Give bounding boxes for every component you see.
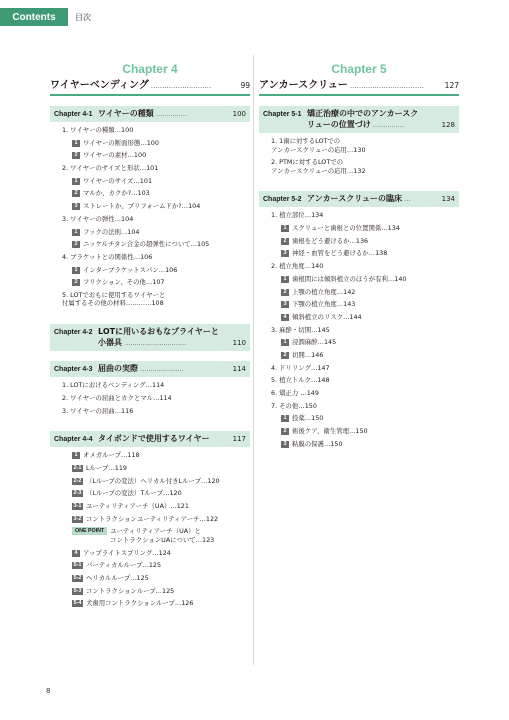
toc-item[interactable] (259, 249, 459, 258)
section-page: 128 (441, 121, 455, 129)
item-text-block (83, 228, 139, 237)
section-badge: Chapter 5-2 (263, 196, 302, 204)
column-divider (253, 55, 254, 665)
item-text: ニッケルチタン合金の超弾性について…105 (83, 240, 210, 249)
item-text: 神経・血管をどう避けるか…138 (292, 249, 388, 258)
item-number-badge: 1 (72, 267, 80, 274)
item-number-badge: 3 (281, 250, 289, 257)
item-text: （Lループの変法）Tループ…120 (85, 489, 182, 498)
item-text: ワイヤーの素材…100 (83, 151, 147, 160)
item-text: ユーティリティアーチ（UA）…121 (85, 501, 189, 510)
item-text: 切開…146 (292, 350, 324, 359)
leader-dots: … (404, 195, 411, 204)
section-title (307, 193, 455, 205)
item-text-block (86, 502, 189, 511)
toc-item[interactable] (259, 275, 459, 284)
item-number-badge: 4 (281, 314, 289, 321)
item-text-cont: 付属するその他の材料…………108 (62, 299, 164, 308)
item-number-badge: 2-2 (73, 477, 82, 484)
item-text: Lループ…119 (85, 463, 127, 472)
item-text: 1. 1歯に対するLOTでの (271, 137, 341, 145)
section-title-text: アンカースクリューの臨床 (307, 194, 403, 204)
item-number-badge: 3 (281, 441, 289, 448)
item-text-block (292, 300, 355, 309)
section-page: 117 (232, 435, 246, 444)
section-items (50, 122, 250, 314)
toc-item[interactable] (50, 394, 250, 403)
item-number-badge: 2 (281, 238, 289, 245)
item-text-block (83, 451, 140, 460)
toc-item[interactable] (50, 515, 250, 524)
item-text: 3. ワイヤーの屈曲…116 (62, 406, 134, 415)
section-title-text: タイボンドで使用するワイヤー (98, 434, 210, 444)
item-text-block (271, 389, 319, 398)
section-header[interactable] (50, 361, 250, 377)
item-text-block (86, 587, 174, 596)
item-text-block (83, 278, 164, 287)
item-text: ヘリカルループ…125 (85, 573, 149, 582)
section-title-text: 小器具 (98, 338, 122, 348)
section-title-text: LOTに用いるおもなプライヤーと (98, 327, 219, 337)
item-text: 7. その他…150 (271, 401, 317, 410)
toc-item[interactable] (50, 215, 250, 224)
leader-dots: …………………………… (349, 82, 424, 90)
toc-item[interactable] (259, 440, 459, 449)
section-items (50, 447, 250, 614)
item-number-badge: 2 (72, 152, 80, 159)
section-title-line (307, 108, 455, 119)
chapter-title-row (259, 76, 459, 96)
toc-item[interactable] (259, 351, 459, 360)
item-text-block (271, 364, 330, 373)
item-text-block (83, 240, 209, 249)
item-text: 1. 植立部位…134 (271, 211, 324, 220)
toc-item[interactable] (50, 278, 250, 287)
section-title-line (307, 119, 455, 131)
toc-item[interactable] (50, 477, 250, 486)
toc-item[interactable] (50, 151, 250, 160)
item-text: フックの法則…104 (83, 227, 140, 236)
toc-item[interactable] (50, 464, 250, 473)
item-text-block (271, 137, 366, 154)
item-text-block (62, 215, 133, 224)
section-title-text: リューの位置づけ (307, 120, 371, 129)
item-number-badge: 2 (281, 352, 289, 359)
one-point-badge: ONE POINT (72, 527, 107, 535)
item-number-badge: 4 (72, 550, 80, 557)
toc-item[interactable] (259, 237, 459, 246)
leader-dots: ………………… (140, 365, 184, 374)
item-text-block (62, 164, 158, 173)
toc-item[interactable] (50, 189, 250, 198)
item-text-block (62, 253, 152, 262)
item-number-badge: 1 (281, 276, 289, 283)
section-items (259, 133, 459, 181)
item-text: フリクション、その他…107 (83, 278, 165, 287)
section-title (98, 433, 246, 445)
page-header (0, 0, 509, 36)
item-text: 5. 植立トルク…148 (271, 376, 330, 385)
item-text: コントラクションユーティリティアーチ…122 (85, 514, 219, 523)
toc-item[interactable] (259, 414, 459, 423)
toc-item[interactable] (259, 364, 459, 373)
toc-item[interactable] (259, 427, 459, 436)
item-number-badge: 3-2 (73, 515, 82, 522)
section-page: 114 (232, 365, 246, 374)
item-text: ワイヤーの断面形態…100 (83, 138, 159, 147)
item-text: 3. 麻酔・切開…145 (271, 325, 330, 334)
contents-tab: Contents (0, 8, 68, 26)
item-text-block (271, 262, 323, 271)
item-text: 浸潤麻酔…145 (292, 338, 337, 347)
item-text: 6. 矯正力 …149 (271, 389, 319, 397)
item-text-block (62, 291, 165, 308)
toc-item[interactable] (50, 164, 250, 173)
toc-item[interactable] (50, 202, 250, 211)
toc-item[interactable] (50, 126, 250, 135)
item-number-badge: 1 (72, 178, 80, 185)
item-text: 4. ブラケットとの関係性…106 (62, 252, 153, 261)
section-title-line (98, 337, 246, 349)
section-header[interactable] (259, 191, 459, 207)
item-number-badge: 3 (72, 203, 80, 210)
toc-item[interactable] (259, 262, 459, 271)
section-title (307, 108, 455, 131)
section-title (98, 326, 246, 349)
item-text: 2. PTMに対するLOTでの (271, 158, 344, 167)
toc-item[interactable] (50, 549, 250, 558)
item-text-block (292, 414, 323, 423)
item-text-block (86, 561, 161, 570)
leader-dots: …………… (372, 121, 404, 129)
item-text: バーティカルループ…125 (85, 561, 162, 570)
item-number-badge: 5-2 (73, 574, 82, 581)
item-number-badge: 1 (281, 415, 289, 422)
item-text-block (292, 427, 368, 436)
item-text: インターブラケットスパン…106 (83, 265, 178, 274)
toc-item[interactable] (259, 137, 459, 154)
toc-item[interactable] (50, 266, 250, 275)
section-title-line (98, 433, 246, 445)
section-items (50, 377, 250, 421)
toc-item[interactable] (259, 326, 459, 335)
item-text-cont: アンカースクリューの応用…132 (271, 166, 366, 175)
item-text: 3. ワイヤーの弾性…104 (62, 214, 134, 223)
item-text-block (62, 381, 164, 390)
item-number-badge: 3 (281, 301, 289, 308)
item-text-block (86, 574, 149, 583)
toc-item[interactable] (259, 376, 459, 385)
section-badge: Chapter 5-1 (263, 111, 302, 118)
item-text: アップライトスプリング…124 (83, 548, 171, 557)
toc-item[interactable] (50, 561, 250, 570)
item-text-block (62, 407, 133, 416)
item-text-block (86, 599, 193, 608)
item-text-block (62, 394, 172, 403)
item-number-badge: 1 (72, 452, 80, 459)
item-text-block (271, 211, 323, 220)
toc-item[interactable] (259, 338, 459, 347)
item-text: 投薬…150 (292, 414, 324, 423)
item-text-block (83, 549, 171, 558)
item-text: マルか、カクか?…103 (83, 189, 150, 198)
toc-item[interactable] (50, 502, 250, 511)
toc-item[interactable] (259, 288, 459, 297)
toc-item[interactable] (259, 313, 459, 322)
chapter-title: アンカースクリュー (259, 80, 348, 91)
item-text: スクリューと歯根との位置関係…134 (292, 224, 400, 233)
item-text: オメガループ…118 (83, 451, 140, 460)
toc-item[interactable] (50, 291, 250, 308)
header-title: 目次 (75, 13, 91, 22)
chapter-title: ワイヤーベンディング (50, 80, 149, 91)
item-number-badge: 1 (72, 229, 80, 236)
item-number-badge: 1 (281, 339, 289, 346)
section-title-line (98, 363, 246, 375)
item-text: ストレートか、プリフォームドか?…104 (83, 202, 201, 211)
item-text-block (292, 440, 343, 449)
item-text: 2. ワイヤーの屈曲とカクとマル…114 (62, 393, 172, 402)
item-number-badge: 2 (281, 289, 289, 296)
item-number-badge: 5-1 (73, 562, 82, 569)
chapter-page: 99 (240, 81, 250, 90)
item-number-badge: 1 (281, 225, 289, 232)
section-title-line (307, 193, 455, 205)
item-text-block (83, 151, 146, 160)
item-number-badge: 2-1 (73, 464, 82, 471)
section-page: 134 (441, 195, 455, 204)
toc-item[interactable] (259, 211, 459, 220)
section-header[interactable] (50, 106, 250, 122)
item-text: 歯根をどう避けるか…136 (292, 236, 369, 245)
toc-item[interactable] (50, 599, 250, 608)
item-text-block (271, 376, 330, 385)
section-title-text: 屈曲の実際 (98, 364, 138, 374)
leader-dots: ……………………… (150, 82, 212, 90)
item-text-block (271, 326, 330, 335)
toc-item[interactable] (259, 158, 459, 175)
section-title-text: 矯正治療の中でのアンカースク (307, 109, 419, 118)
item-text: 1. LOTにおけるベンディング…114 (62, 381, 165, 390)
item-text-block (86, 464, 127, 473)
item-number-badge: 2 (281, 428, 289, 435)
section-page: 100 (232, 110, 246, 118)
right-column (259, 62, 459, 454)
item-text: 下顎の植立角度…143 (292, 300, 356, 309)
chapter-number: Chapter 4 (122, 62, 178, 76)
item-text: 5. LOTでおもに使用するワイヤーと (62, 290, 166, 299)
section-badge: Chapter 4-3 (54, 366, 93, 374)
item-text: 歯根間には傾斜植立のほうが有利…140 (292, 274, 407, 283)
leader-dots: …………… (155, 110, 187, 118)
item-text-block (292, 338, 336, 347)
item-text: 4. ドリリング…147 (271, 363, 330, 372)
item-number-badge: 2 (72, 190, 80, 197)
item-text: 粘膜の保護…150 (292, 439, 343, 448)
item-text-block (83, 266, 177, 275)
section-title-line (98, 108, 246, 120)
item-text-block (86, 515, 218, 524)
item-text: 上顎の植立角度…142 (292, 287, 356, 296)
item-text-cont: アンカースクリューの応用…130 (271, 145, 366, 154)
item-text-block (292, 275, 406, 284)
page-number: 8 (46, 687, 51, 695)
section-items (259, 207, 459, 454)
section-badge: Chapter 4-2 (54, 329, 93, 337)
item-text-block (110, 527, 214, 544)
item-number-badge: 2-3 (73, 490, 82, 497)
toc-item[interactable] (50, 489, 250, 498)
item-number-badge: 1 (72, 140, 80, 147)
toc-item[interactable] (50, 587, 250, 596)
item-text: コントラクションループ…125 (85, 586, 175, 595)
item-number-badge: 2 (72, 279, 80, 286)
leader-dots: ………………………… (124, 339, 187, 348)
toc-item[interactable] (50, 381, 250, 390)
item-text-block (83, 202, 200, 211)
item-number-badge: 2 (72, 241, 80, 248)
section-title (98, 363, 246, 375)
toc-item[interactable] (50, 451, 250, 460)
item-text-block (271, 402, 317, 411)
item-text-block (292, 224, 400, 233)
item-text-block (83, 189, 150, 198)
chapter-page: 127 (444, 81, 459, 90)
item-text-block (271, 158, 366, 175)
section-badge: Chapter 4-4 (54, 436, 93, 444)
chapter-number: Chapter 5 (331, 62, 387, 76)
section-header[interactable] (50, 324, 250, 351)
item-text-block (292, 351, 323, 360)
item-text: ユーティリティアーチ（UA）と (110, 527, 201, 536)
item-number-badge: 5-4 (73, 600, 82, 607)
item-number-badge: 3-1 (73, 502, 82, 509)
item-text: （Lループの変法）ヘリカル付きLループ…120 (85, 476, 220, 485)
item-text-block (292, 237, 368, 246)
item-text: 傾斜植立のリスク…144 (292, 312, 362, 321)
item-text: 1. ワイヤーの種類…100 (62, 126, 134, 134)
item-number-badge: 5-3 (73, 587, 82, 594)
item-text-block (83, 177, 152, 186)
item-text-block (292, 249, 387, 258)
item-text: 2. 植立角度…140 (271, 262, 324, 271)
left-column (50, 62, 250, 614)
item-text-block (62, 126, 133, 135)
section-title-line (98, 326, 246, 337)
toc-item[interactable] (259, 389, 459, 398)
toc-item[interactable] (50, 228, 250, 237)
section-header[interactable] (50, 431, 250, 447)
section-page: 110 (232, 339, 246, 348)
toc-item[interactable] (50, 240, 250, 249)
toc-item[interactable] (50, 407, 250, 416)
toc-item[interactable] (259, 402, 459, 411)
item-text: 犬歯用コントラクションループ…126 (85, 599, 194, 608)
toc-item[interactable] (50, 527, 250, 544)
item-text-block (86, 477, 220, 486)
section-title (98, 108, 246, 120)
section-title-text: ワイヤーの種類 (98, 109, 154, 118)
toc-item[interactable] (50, 574, 250, 583)
item-text: 2. ワイヤーのサイズと形状…101 (62, 164, 159, 173)
item-text-cont: コントラクションUAについて…123 (110, 535, 215, 544)
item-text: ワイヤーのサイズ…101 (83, 176, 153, 185)
section-badge: Chapter 4-1 (54, 111, 93, 118)
item-text-block (86, 489, 182, 498)
item-text-block (292, 288, 355, 297)
chapter-title-row (50, 76, 250, 96)
section-header[interactable] (259, 106, 459, 133)
toc-item[interactable] (50, 253, 250, 262)
toc-item[interactable] (50, 139, 250, 148)
toc-item[interactable] (259, 300, 459, 309)
item-text-block (83, 139, 159, 148)
item-text: 術後ケア、衛生管理…150 (292, 427, 368, 436)
item-text-block (292, 313, 362, 322)
toc-item[interactable] (50, 177, 250, 186)
toc-item[interactable] (259, 224, 459, 233)
